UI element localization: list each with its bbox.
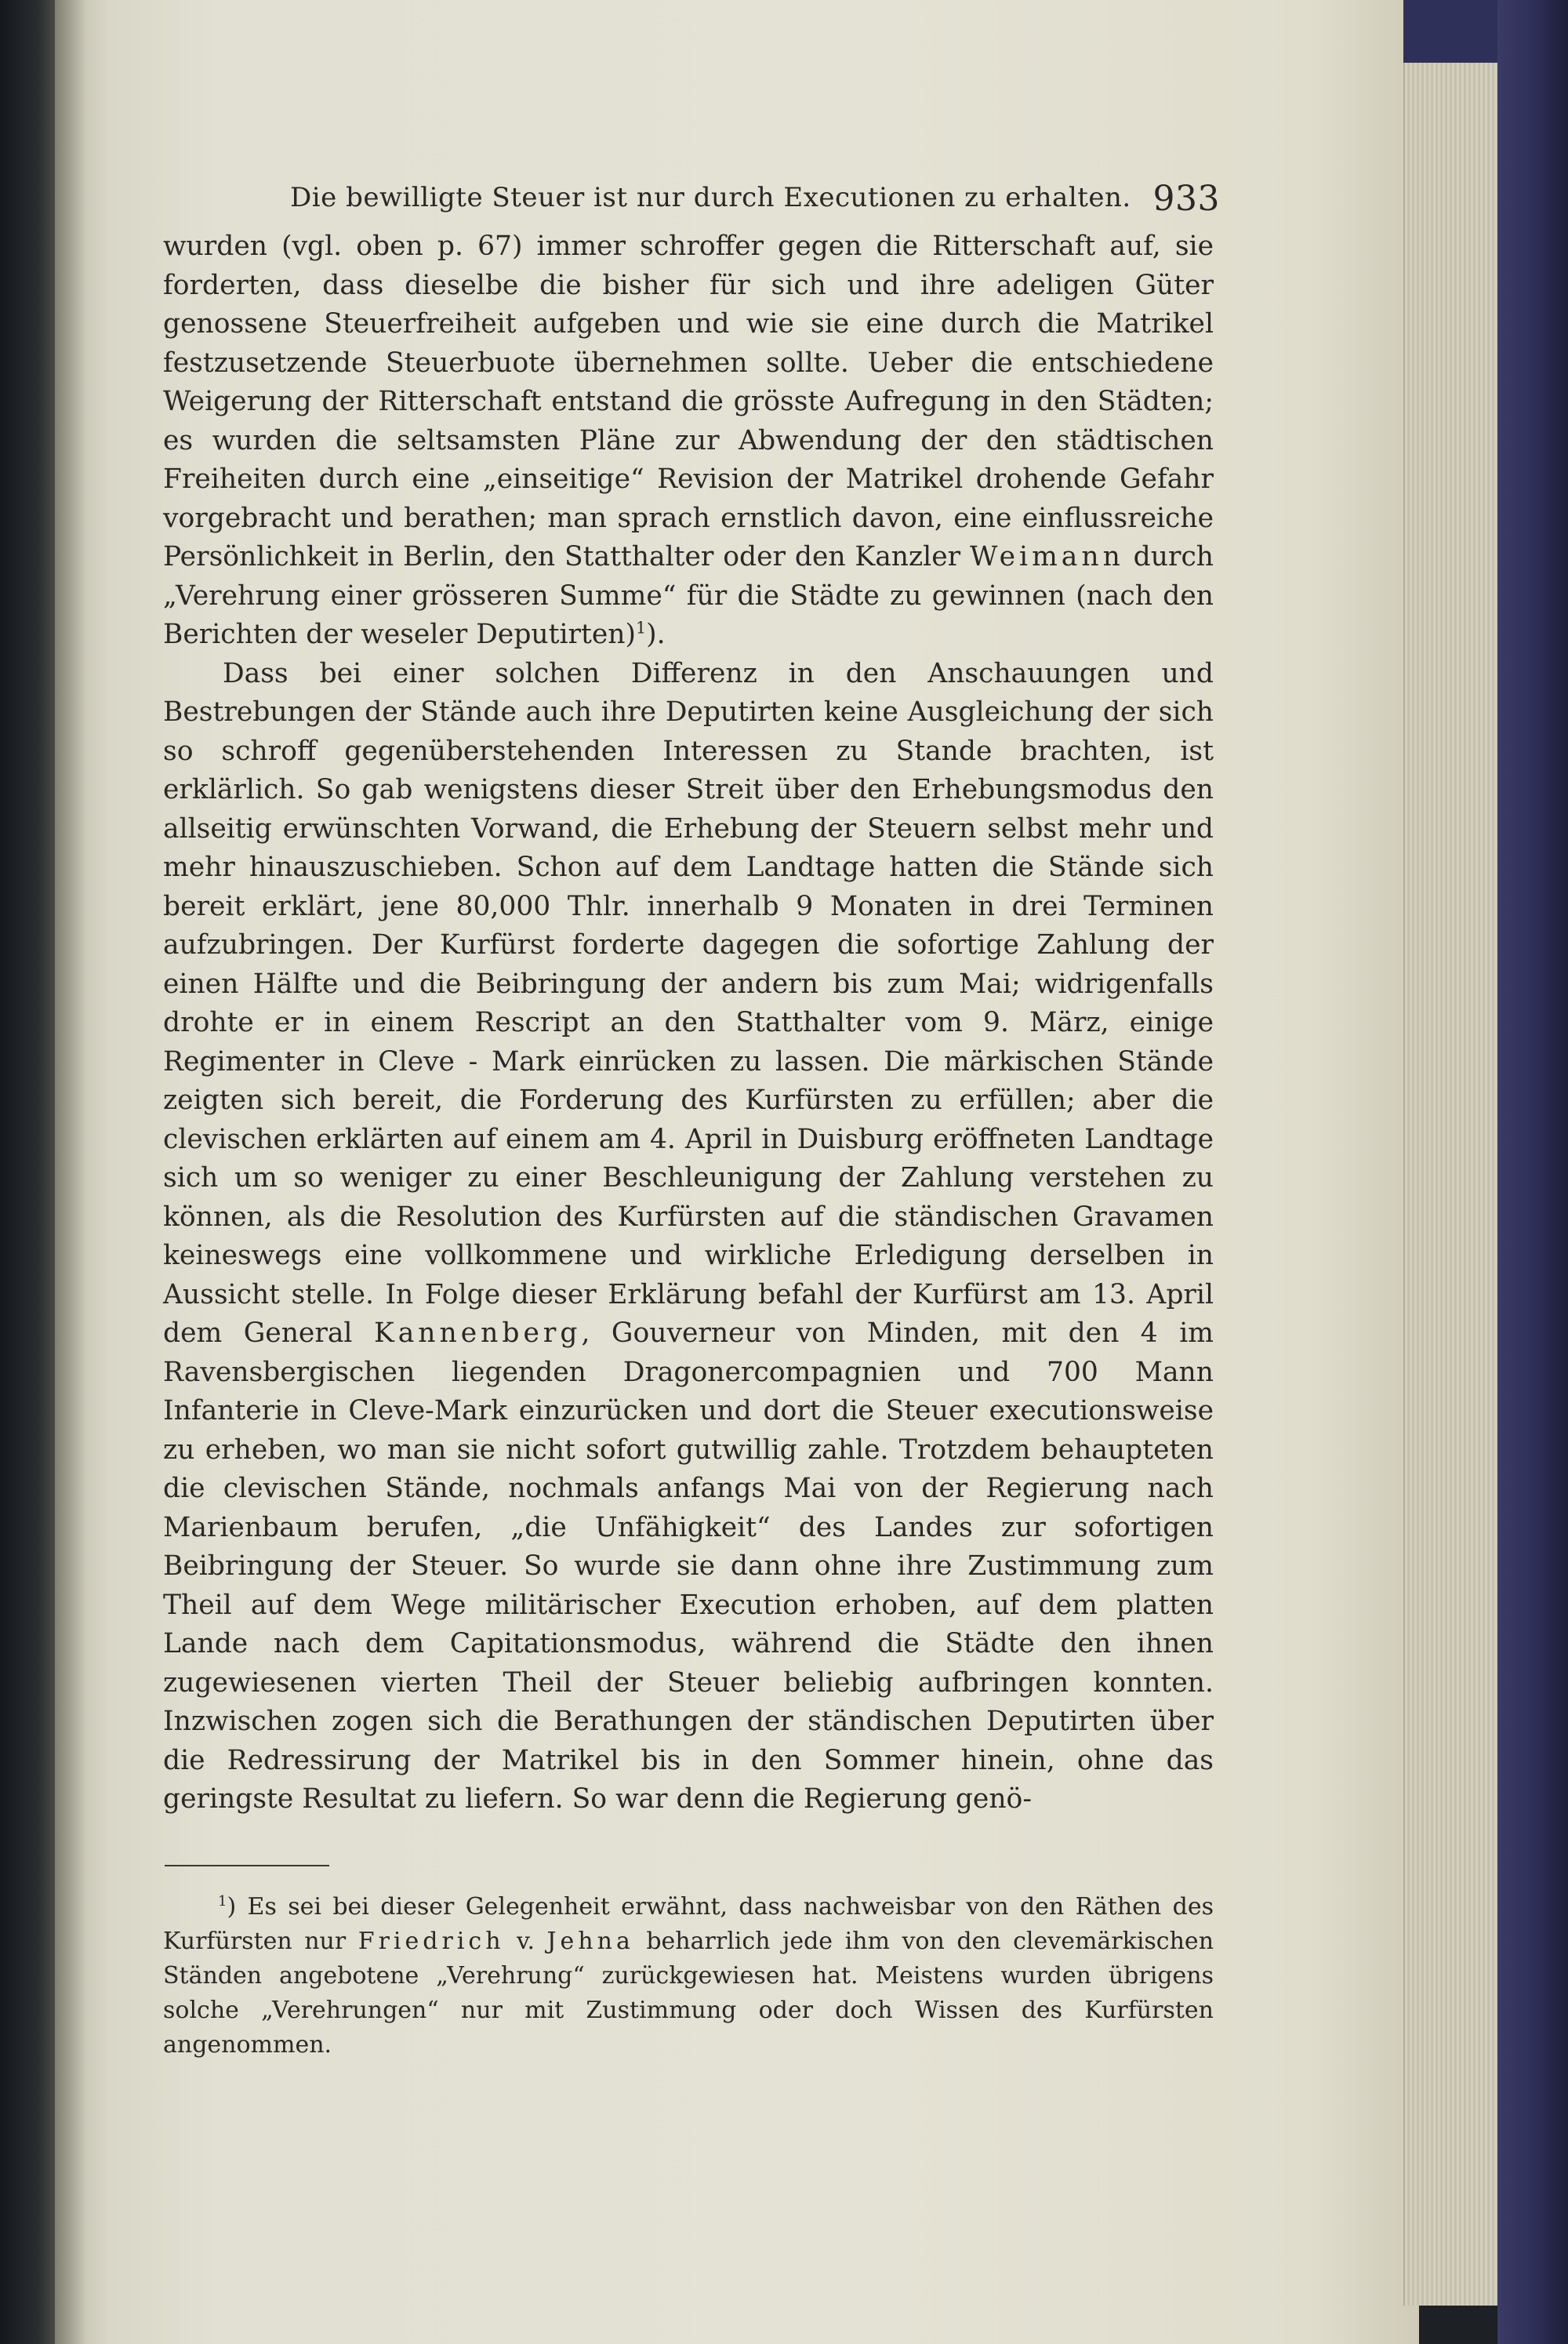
footnote-marker: 1 (218, 1892, 227, 1910)
text-segment: ) Es sei bei dieser Gelegenheit erwähnt, dass nachweisbar von den Räthen des Kurfürsten nur (163, 1892, 1214, 1955)
footnote-rule (165, 1865, 329, 1866)
footnotes (163, 1890, 1214, 2062)
body-text (163, 227, 1214, 1819)
page-number: 933 (1152, 179, 1220, 219)
text-segment: wurden (vgl. oben p. 67) immer schroffer gegen die Ritterschaft auf, sie forderten, dass dieselbe die bisher für sich und ihre adeligen Güter genossene Steuerfreiheit aufgeben und wie sie eine durch die Matrikel festzusetzende Steuerbuote übernehmen sollte. Ueber die entschiedene Weigerung der Ritterschaft entstand die grösste Aufregung in den Städten; es wurden die seltsamsten Pläne zur Abwendung der den städtischen Freiheiten durch eine „einseitige“ Revision der Matrikel drohende Gefahr vorgebracht und berathen; man sprach ernstlich davon, eine einflussreiche Persönlichkeit in Berlin, den Statthalter oder den Kanzler (163, 231, 1214, 572)
running-title: Die bewilligte Steuer ist nur durch Executionen zu erhalten. (290, 182, 1131, 213)
spaced-name: Friedrich (358, 1927, 505, 1955)
spaced-name: Jehna (546, 1927, 634, 1955)
page-edges (1403, 63, 1499, 2306)
text-segment: beharrlich jede ihm von den clevemärkischen Ständen angebotene „Verehrung“ zurückgewiesen hat. Meistens wurden übrigens solche „Verehrungen“ nur mit Zustimmung oder doch Wissen des Kurfürsten angenommen. (163, 1927, 1214, 2059)
scan-left-margin (0, 0, 55, 2344)
text-segment: , Gouverneur von Minden, mit den 4 im Ravensbergischen liegenden Dragonercompagnien und 700 Mann Infanterie in Cleve-Mark einzurücken und dort die Steuer executionsweise zu erheben, wo man sie nicht sofort gutwillig zahle. Trotzdem behaupteten die clevischen Stände, nochmals anfangs Mai von der Regierung nach Marienbaum berufen, „die Unfähigkeit“ des Landes zur sofortigen Beibringung der Steuer. So wurde sie dann ohne ihre Zustimmung zum Theil auf dem Wege militärischer Execution erhoben, auf dem platten Lande nach dem Capitationsmodus, während die Städte den ihnen zugewiesenen vierten Theil der Steuer beliebig aufbringen konnten. Inzwischen zogen sich die Berathungen der ständischen Deputirten über die Redressirung der Matrikel bis in den Sommer hinein, ohne das geringste Resultat zu liefern. So war denn die Regierung genö- (163, 1317, 1214, 1815)
text-segment: durch „Verehrung einer grösseren Summe“ für die Städte zu gewinnen (nach den Berichten der weseler Deputirten) (163, 541, 1214, 650)
paragraph (163, 655, 1214, 1819)
text-segment: v. (504, 1927, 547, 1955)
text-segment: ). (646, 619, 666, 650)
running-head (163, 174, 1220, 221)
gutter-shadow (55, 0, 86, 2344)
book-cover-edge (1497, 0, 1568, 2344)
footnote-marker: 1 (635, 618, 647, 638)
spaced-name: Weimann (969, 541, 1124, 572)
text-segment: Dass bei einer solchen Differenz in den Anschauungen und Bestrebungen der Stände auch ihre Deputirten keine Ausgleichung der sich so schroff gegenüberstehenden Interessen zu Stande brachten, ist erklärlich. So gab wenigstens dieser Streit über den Erhebungsmodus den allseitig erwünschten Vorwand, die Erhebung der Steuern selbst mehr und mehr hinauszuschieben. Schon auf dem Landtage hatten die Stände sich bereit erklärt, jene 80,000 Thlr. innerhalb 9 Monaten in drei Terminen aufzubringen. Der Kurfürst forderte dagegen die sofortige Zahlung der einen Hälfte und die Beibringung der andern bis zum Mai; widrigenfalls drohte er in einem Rescript an den Statthalter vom 9. März, einige Regimenter in Cleve - Mark einrücken zu lassen. Die märkischen Stände zeigten sich bereit, die Forderung des Kurfürsten zu erfüllen; aber die clevischen erklärten auf einem am 4. April in Duisburg eröffneten Landtage sich um so weniger zu einer Beschleunigung der Zahlung verstehen zu können, als die Resolution des Kurfürsten auf die ständischen Gravamen keineswegs eine vollkommene und wirkliche Erledigung derselben in Aussicht stelle. In Folge dieser Erklärung befahl der Kurfürst am 13. April dem General (163, 657, 1214, 1349)
footnote (163, 1890, 1214, 2062)
paragraph (163, 227, 1214, 655)
text-block (163, 174, 1220, 2062)
spaced-name: Kannenberg (373, 1317, 582, 1349)
